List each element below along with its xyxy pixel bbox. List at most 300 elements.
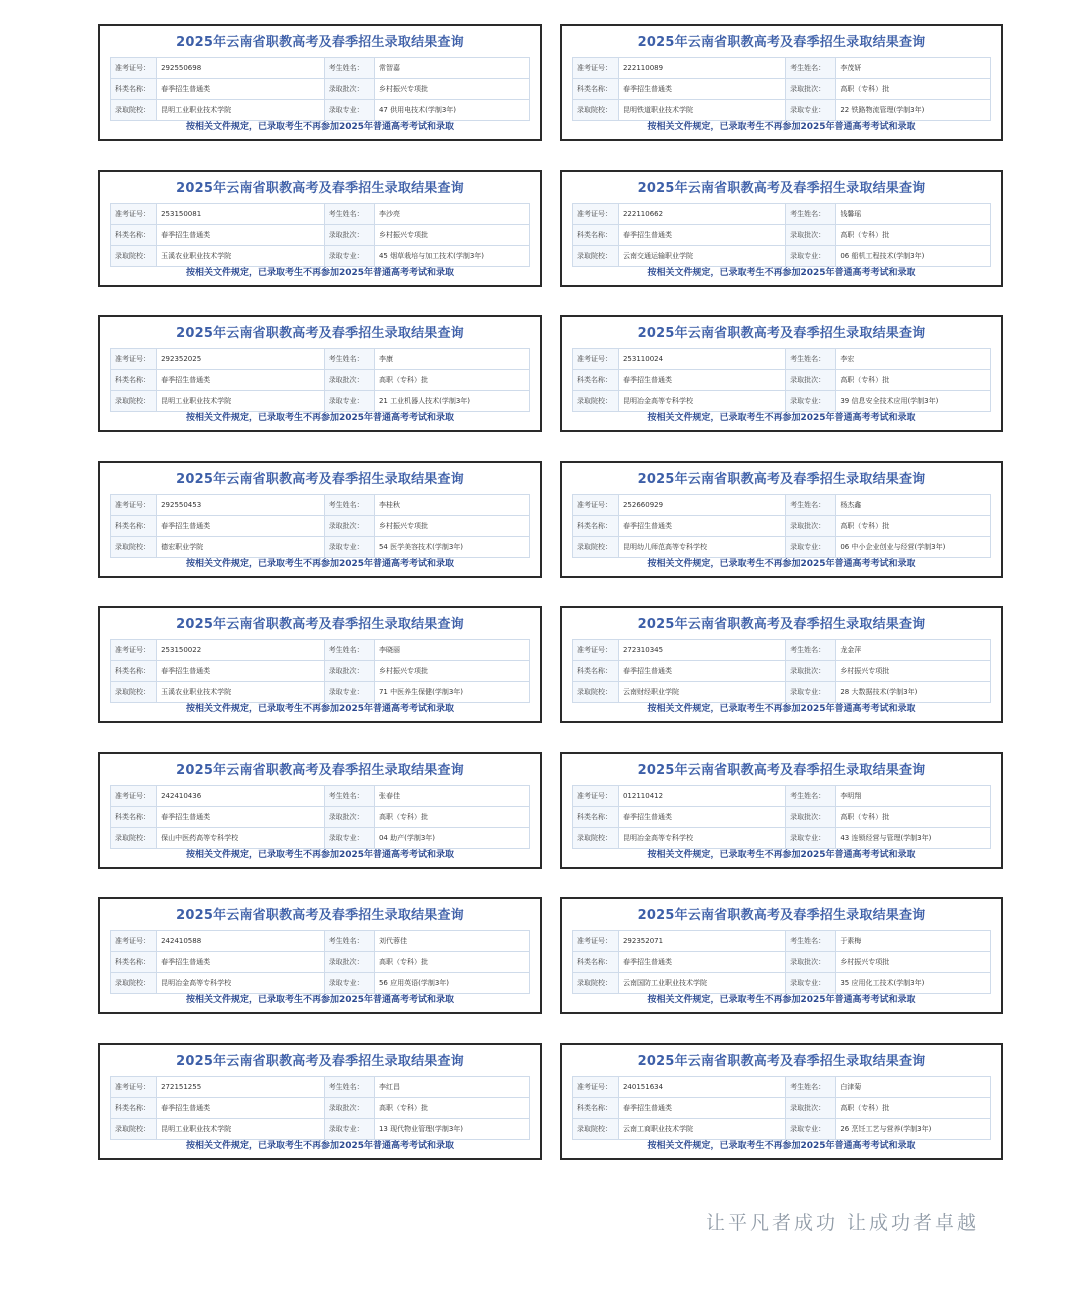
category-label: 科类名称： bbox=[111, 515, 157, 536]
major-value: 26 烹饪工艺与营养(学制3年) bbox=[836, 1118, 991, 1139]
result-card bbox=[98, 24, 542, 141]
table-row bbox=[111, 682, 530, 703]
exam-no-value: 292352071 bbox=[618, 931, 785, 952]
result-table bbox=[110, 203, 530, 267]
table-row bbox=[573, 640, 991, 661]
category-value: 春季招生普通类 bbox=[157, 224, 325, 245]
name-label: 考生姓名： bbox=[786, 640, 836, 661]
result-card bbox=[560, 606, 1003, 723]
table-row bbox=[111, 973, 530, 994]
batch-label: 录取批次： bbox=[786, 952, 836, 973]
major-value: 71 中医养生保健(学制3年) bbox=[374, 682, 529, 703]
table-row bbox=[573, 806, 991, 827]
school-value: 昆明幼儿师范高等专科学校 bbox=[618, 536, 785, 557]
category-label: 科类名称： bbox=[573, 370, 619, 391]
batch-value: 乡村振兴专项批 bbox=[374, 515, 529, 536]
result-card bbox=[560, 752, 1003, 869]
table-row bbox=[111, 370, 530, 391]
school-label: 录取院校： bbox=[573, 536, 619, 557]
table-row bbox=[573, 661, 991, 682]
school-value: 昆明工业职业技术学院 bbox=[157, 100, 325, 121]
school-label: 录取院校： bbox=[111, 827, 157, 848]
table-row bbox=[573, 536, 991, 557]
category-value: 春季招生普通类 bbox=[618, 79, 785, 100]
category-label: 科类名称： bbox=[573, 661, 619, 682]
exam-no-value: 292550453 bbox=[157, 494, 325, 515]
major-value: 06 中小企业创业与经营(学制3年) bbox=[836, 536, 991, 557]
exam-no-label: 准考证号： bbox=[573, 1076, 619, 1097]
major-label: 录取专业： bbox=[324, 100, 374, 121]
major-value: 43 连锁经营与管理(学制3年) bbox=[836, 827, 991, 848]
major-value: 39 信息安全技术应用(学制3年) bbox=[836, 391, 991, 412]
admission-note: 按相关文件规定，已录取考生不再参加2025年普通高考考试和录取 bbox=[647, 704, 916, 714]
name-value: 于素梅 bbox=[836, 931, 991, 952]
table-row bbox=[573, 931, 991, 952]
category-value: 春季招生普通类 bbox=[157, 370, 325, 391]
table-row bbox=[573, 58, 991, 79]
exam-no-label: 准考证号： bbox=[573, 494, 619, 515]
table-row bbox=[573, 224, 991, 245]
batch-label: 录取批次： bbox=[786, 806, 836, 827]
result-card bbox=[560, 315, 1003, 432]
name-value: 张春佳 bbox=[374, 785, 529, 806]
school-label: 录取院校： bbox=[111, 973, 157, 994]
school-label: 录取院校： bbox=[111, 1118, 157, 1139]
school-label: 录取院校： bbox=[111, 682, 157, 703]
major-label: 录取专业： bbox=[786, 827, 836, 848]
result-table bbox=[110, 639, 530, 703]
admission-note: 按相关文件规定，已录取考生不再参加2025年普通高考考试和录取 bbox=[647, 122, 916, 132]
result-table bbox=[110, 494, 530, 558]
name-value: 刘代蓉佳 bbox=[374, 931, 529, 952]
category-label: 科类名称： bbox=[111, 806, 157, 827]
batch-value: 高职（专科）批 bbox=[374, 1097, 529, 1118]
slogan-text: 让平凡者成功 让成功者卓越 bbox=[706, 1212, 980, 1234]
name-label: 考生姓名： bbox=[786, 203, 836, 224]
exam-no-value: 292352025 bbox=[157, 349, 325, 370]
category-value: 春季招生普通类 bbox=[157, 661, 325, 682]
table-row bbox=[111, 536, 530, 557]
exam-no-label: 准考证号： bbox=[111, 785, 157, 806]
exam-no-label: 准考证号： bbox=[573, 640, 619, 661]
table-row bbox=[573, 785, 991, 806]
exam-no-value: 253150081 bbox=[157, 203, 325, 224]
table-row bbox=[573, 370, 991, 391]
batch-label: 录取批次： bbox=[786, 661, 836, 682]
admission-note: 按相关文件规定，已录取考生不再参加2025年普通高考考试和录取 bbox=[185, 413, 455, 423]
name-value: 李宏 bbox=[836, 349, 991, 370]
category-label: 科类名称： bbox=[573, 515, 619, 536]
admission-note: 按相关文件规定，已录取考生不再参加2025年普通高考考试和录取 bbox=[185, 995, 455, 1005]
major-label: 录取专业： bbox=[324, 1118, 374, 1139]
table-row bbox=[573, 1118, 991, 1139]
major-label: 录取专业： bbox=[786, 682, 836, 703]
table-row bbox=[111, 349, 530, 370]
table-row bbox=[111, 58, 530, 79]
category-value: 春季招生普通类 bbox=[157, 806, 325, 827]
exam-no-label: 准考证号： bbox=[573, 931, 619, 952]
table-row bbox=[573, 203, 991, 224]
major-label: 录取专业： bbox=[324, 682, 374, 703]
result-card bbox=[560, 461, 1003, 578]
school-label: 录取院校： bbox=[111, 391, 157, 412]
table-row bbox=[111, 931, 530, 952]
batch-label: 录取批次： bbox=[786, 1097, 836, 1118]
batch-label: 录取批次： bbox=[324, 952, 374, 973]
category-label: 科类名称： bbox=[111, 1097, 157, 1118]
table-row bbox=[111, 100, 530, 121]
admission-note: 按相关文件规定，已录取考生不再参加2025年普通高考考试和录取 bbox=[647, 267, 916, 278]
batch-value: 高职（专科）批 bbox=[374, 370, 529, 391]
result-table bbox=[572, 348, 991, 412]
admission-note: 按相关文件规定，已录取考生不再参加2025年普通高考考试和录取 bbox=[185, 1140, 455, 1151]
major-value: 06 船机工程技术(学制3年) bbox=[836, 245, 991, 266]
category-label: 科类名称： bbox=[111, 661, 157, 682]
card-title: 2025年云南省职教高考及春季招生录取结果查询 bbox=[176, 35, 464, 50]
batch-label: 录取批次： bbox=[786, 515, 836, 536]
school-value: 云南工商职业技术学院 bbox=[618, 1118, 785, 1139]
batch-label: 录取批次： bbox=[324, 661, 374, 682]
name-label: 考生姓名： bbox=[324, 785, 374, 806]
name-value: 李桂秋 bbox=[374, 494, 529, 515]
exam-no-value: 222110089 bbox=[618, 58, 785, 79]
school-label: 录取院校： bbox=[573, 391, 619, 412]
result-table bbox=[572, 785, 991, 849]
batch-value: 高职（专科）批 bbox=[836, 806, 991, 827]
name-value: 白津菊 bbox=[836, 1076, 991, 1097]
school-value: 云南国防工业职业技术学院 bbox=[618, 973, 785, 994]
category-label: 科类名称： bbox=[573, 952, 619, 973]
major-value: 13 现代物业管理(学制3年) bbox=[374, 1118, 529, 1139]
school-value: 德宏职业学院 bbox=[157, 536, 325, 557]
school-value: 玉溪农业职业技术学院 bbox=[157, 245, 325, 266]
exam-no-label: 准考证号： bbox=[111, 1076, 157, 1097]
category-value: 春季招生普通类 bbox=[157, 952, 325, 973]
result-table bbox=[110, 785, 530, 849]
table-row bbox=[111, 494, 530, 515]
batch-value: 乡村振兴专项批 bbox=[374, 79, 529, 100]
batch-value: 高职（专科）批 bbox=[374, 952, 529, 973]
result-table bbox=[572, 930, 991, 994]
major-value: 56 应用英语(学制3年) bbox=[374, 973, 529, 994]
exam-no-label: 准考证号： bbox=[111, 203, 157, 224]
admission-note: 按相关文件规定，已录取考生不再参加2025年普通高考考试和录取 bbox=[185, 558, 455, 569]
result-card bbox=[98, 1043, 542, 1160]
school-label: 录取院校： bbox=[573, 1118, 619, 1139]
major-value: 45 烟草栽培与加工技术(学制3年) bbox=[374, 245, 529, 266]
major-label: 录取专业： bbox=[324, 391, 374, 412]
name-value: 李明翔 bbox=[836, 785, 991, 806]
card-title: 2025年云南省职教高考及春季招生录取结果查询 bbox=[637, 617, 926, 632]
exam-no-label: 准考证号： bbox=[573, 785, 619, 806]
exam-no-value: 222110662 bbox=[618, 203, 785, 224]
exam-no-value: 272310345 bbox=[618, 640, 785, 661]
name-label: 考生姓名： bbox=[324, 494, 374, 515]
exam-no-label: 准考证号： bbox=[573, 349, 619, 370]
card-title: 2025年云南省职教高考及春季招生录取结果查询 bbox=[176, 471, 464, 487]
exam-no-value: 242410588 bbox=[157, 931, 325, 952]
school-label: 录取院校： bbox=[573, 682, 619, 703]
admission-note: 按相关文件规定，已录取考生不再参加2025年普通高考考试和录取 bbox=[647, 413, 916, 423]
admission-note: 按相关文件规定，已录取考生不再参加2025年普通高考考试和录取 bbox=[185, 704, 455, 714]
batch-value: 乡村振兴专项批 bbox=[836, 661, 991, 682]
name-label: 考生姓名： bbox=[786, 1076, 836, 1097]
name-value: 常智嘉 bbox=[374, 58, 529, 79]
name-label: 考生姓名： bbox=[324, 203, 374, 224]
name-label: 考生姓名： bbox=[786, 785, 836, 806]
major-label: 录取专业： bbox=[786, 391, 836, 412]
table-row bbox=[111, 391, 530, 412]
category-value: 春季招生普通类 bbox=[618, 515, 785, 536]
result-card bbox=[98, 752, 542, 869]
table-row bbox=[573, 1076, 991, 1097]
table-row bbox=[573, 973, 991, 994]
table-row bbox=[573, 100, 991, 121]
card-title: 2025年云南省职教高考及春季招生录取结果查询 bbox=[176, 1053, 464, 1069]
result-table bbox=[572, 57, 991, 121]
result-card bbox=[560, 24, 1003, 141]
school-value: 保山中医药高等专科学校 bbox=[157, 827, 325, 848]
batch-value: 高职（专科）批 bbox=[836, 515, 991, 536]
category-label: 科类名称： bbox=[111, 224, 157, 245]
exam-no-value: 253150022 bbox=[157, 640, 325, 661]
major-value: 21 工业机器人技术(学制3年) bbox=[374, 391, 529, 412]
school-label: 录取院校： bbox=[573, 100, 619, 121]
batch-label: 录取批次： bbox=[324, 79, 374, 100]
batch-value: 高职（专科）批 bbox=[836, 224, 991, 245]
category-value: 春季招生普通类 bbox=[618, 224, 785, 245]
admission-note: 按相关文件规定，已录取考生不再参加2025年普通高考考试和录取 bbox=[185, 849, 455, 860]
school-value: 昆明冶金高等专科学校 bbox=[618, 827, 785, 848]
exam-no-label: 准考证号： bbox=[111, 349, 157, 370]
result-table bbox=[572, 494, 991, 558]
table-row bbox=[111, 1097, 530, 1118]
card-title: 2025年云南省职教高考及春季招生录取结果查询 bbox=[637, 180, 926, 196]
batch-label: 录取批次： bbox=[324, 515, 374, 536]
table-row bbox=[573, 682, 991, 703]
name-label: 考生姓名： bbox=[324, 931, 374, 952]
category-label: 科类名称： bbox=[573, 1097, 619, 1118]
table-row bbox=[111, 79, 530, 100]
name-label: 考生姓名： bbox=[324, 1076, 374, 1097]
result-card bbox=[560, 897, 1003, 1014]
major-value: 54 医学美容技术(学制3年) bbox=[374, 536, 529, 557]
category-label: 科类名称： bbox=[573, 79, 619, 100]
category-value: 春季招生普通类 bbox=[157, 1097, 325, 1118]
exam-no-label: 准考证号： bbox=[573, 203, 619, 224]
batch-value: 乡村振兴专项批 bbox=[374, 661, 529, 682]
name-value: 李茂妍 bbox=[836, 58, 991, 79]
exam-no-label: 准考证号： bbox=[111, 494, 157, 515]
table-row bbox=[111, 245, 530, 266]
result-card bbox=[98, 315, 542, 432]
school-label: 录取院校： bbox=[573, 827, 619, 848]
card-title: 2025年云南省职教高考及春季招生录取结果查询 bbox=[637, 1053, 926, 1069]
name-label: 考生姓名： bbox=[786, 931, 836, 952]
batch-value: 高职（专科）批 bbox=[836, 370, 991, 391]
exam-no-label: 准考证号： bbox=[111, 58, 157, 79]
name-value: 李康 bbox=[374, 349, 529, 370]
category-value: 春季招生普通类 bbox=[618, 952, 785, 973]
table-row bbox=[111, 785, 530, 806]
major-value: 35 应用化工技术(学制3年) bbox=[836, 973, 991, 994]
table-row bbox=[111, 1118, 530, 1139]
table-row bbox=[573, 827, 991, 848]
table-row bbox=[111, 224, 530, 245]
admission-note: 按相关文件规定，已录取考生不再参加2025年普通高考考试和录取 bbox=[647, 558, 916, 569]
result-table bbox=[110, 930, 530, 994]
exam-no-value: 292550698 bbox=[157, 58, 325, 79]
exam-no-value: 272151255 bbox=[157, 1076, 325, 1097]
admission-note: 按相关文件规定，已录取考生不再参加2025年普通高考考试和录取 bbox=[647, 849, 916, 860]
result-table bbox=[572, 203, 991, 267]
results-grid bbox=[98, 24, 1003, 1160]
exam-no-value: 012110412 bbox=[618, 785, 785, 806]
table-row bbox=[573, 515, 991, 536]
table-row bbox=[573, 349, 991, 370]
school-label: 录取院校： bbox=[573, 245, 619, 266]
major-label: 录取专业： bbox=[324, 536, 374, 557]
batch-label: 录取批次： bbox=[324, 224, 374, 245]
admission-note: 按相关文件规定，已录取考生不再参加2025年普通高考考试和录取 bbox=[185, 122, 455, 132]
school-value: 昆明工业职业技术学院 bbox=[157, 1118, 325, 1139]
table-row bbox=[573, 1097, 991, 1118]
major-label: 录取专业： bbox=[786, 973, 836, 994]
exam-no-value: 242410436 bbox=[157, 785, 325, 806]
name-label: 考生姓名： bbox=[324, 640, 374, 661]
table-row bbox=[573, 494, 991, 515]
exam-no-value: 252660929 bbox=[618, 494, 785, 515]
result-card bbox=[560, 1043, 1003, 1160]
major-label: 录取专业： bbox=[324, 973, 374, 994]
school-value: 云南交通运输职业学院 bbox=[618, 245, 785, 266]
admission-note: 按相关文件规定，已录取考生不再参加2025年普通高考考试和录取 bbox=[647, 995, 916, 1005]
admission-note: 按相关文件规定，已录取考生不再参加2025年普通高考考试和录取 bbox=[185, 267, 455, 278]
category-label: 科类名称： bbox=[111, 952, 157, 973]
batch-value: 高职（专科）批 bbox=[836, 79, 991, 100]
school-label: 录取院校： bbox=[111, 245, 157, 266]
category-label: 科类名称： bbox=[111, 79, 157, 100]
result-card bbox=[98, 170, 542, 287]
batch-value: 乡村振兴专项批 bbox=[374, 224, 529, 245]
name-value: 龙金萍 bbox=[836, 640, 991, 661]
major-label: 录取专业： bbox=[786, 245, 836, 266]
table-row bbox=[111, 806, 530, 827]
table-row bbox=[111, 827, 530, 848]
batch-label: 录取批次： bbox=[324, 806, 374, 827]
category-value: 春季招生普通类 bbox=[618, 370, 785, 391]
school-value: 玉溪农业职业技术学院 bbox=[157, 682, 325, 703]
exam-no-label: 准考证号： bbox=[573, 58, 619, 79]
batch-value: 高职（专科）批 bbox=[374, 806, 529, 827]
school-value: 昆明工业职业技术学院 bbox=[157, 391, 325, 412]
table-row bbox=[111, 640, 530, 661]
table-row bbox=[111, 515, 530, 536]
batch-label: 录取批次： bbox=[324, 1097, 374, 1118]
result-table bbox=[572, 639, 991, 703]
batch-value: 高职（专科）批 bbox=[836, 1097, 991, 1118]
card-title: 2025年云南省职教高考及春季招生录取结果查询 bbox=[176, 326, 464, 341]
category-value: 春季招生普通类 bbox=[618, 661, 785, 682]
major-value: 28 大数据技术(学制3年) bbox=[836, 682, 991, 703]
result-card bbox=[98, 461, 542, 578]
name-label: 考生姓名： bbox=[786, 58, 836, 79]
result-table bbox=[110, 57, 530, 121]
major-value: 22 铁路物流管理(学制3年) bbox=[836, 100, 991, 121]
category-label: 科类名称： bbox=[573, 806, 619, 827]
major-label: 录取专业： bbox=[324, 245, 374, 266]
admission-note: 按相关文件规定，已录取考生不再参加2025年普通高考考试和录取 bbox=[647, 1140, 916, 1151]
card-title: 2025年云南省职教高考及春季招生录取结果查询 bbox=[637, 35, 926, 50]
school-value: 昆明铁道职业技术学院 bbox=[618, 100, 785, 121]
name-value: 杨杰鑫 bbox=[836, 494, 991, 515]
school-value: 云南财经职业学院 bbox=[618, 682, 785, 703]
card-title: 2025年云南省职教高考及春季招生录取结果查询 bbox=[637, 908, 926, 923]
name-label: 考生姓名： bbox=[324, 349, 374, 370]
school-label: 录取院校： bbox=[573, 973, 619, 994]
name-label: 考生姓名： bbox=[324, 58, 374, 79]
result-table bbox=[572, 1076, 991, 1140]
major-label: 录取专业： bbox=[324, 827, 374, 848]
table-row bbox=[573, 952, 991, 973]
exam-no-label: 准考证号： bbox=[111, 931, 157, 952]
batch-label: 录取批次： bbox=[786, 370, 836, 391]
table-row bbox=[111, 203, 530, 224]
name-value: 李红昌 bbox=[374, 1076, 529, 1097]
category-value: 春季招生普通类 bbox=[157, 79, 325, 100]
table-row bbox=[111, 952, 530, 973]
table-row bbox=[111, 661, 530, 682]
card-title: 2025年云南省职教高考及春季招生录取结果查询 bbox=[637, 762, 926, 778]
category-label: 科类名称： bbox=[573, 224, 619, 245]
category-label: 科类名称： bbox=[111, 370, 157, 391]
batch-label: 录取批次： bbox=[786, 224, 836, 245]
card-title: 2025年云南省职教高考及春季招生录取结果查询 bbox=[637, 326, 926, 341]
batch-label: 录取批次： bbox=[324, 370, 374, 391]
major-value: 47 供用电技术(学制3年) bbox=[374, 100, 529, 121]
category-value: 春季招生普通类 bbox=[618, 1097, 785, 1118]
card-title: 2025年云南省职教高考及春季招生录取结果查询 bbox=[176, 617, 464, 632]
result-card bbox=[560, 170, 1003, 287]
name-value: 李沙亮 bbox=[374, 203, 529, 224]
batch-label: 录取批次： bbox=[786, 79, 836, 100]
result-card bbox=[98, 897, 542, 1014]
exam-no-value: 240151634 bbox=[618, 1076, 785, 1097]
category-value: 春季招生普通类 bbox=[157, 515, 325, 536]
card-title: 2025年云南省职教高考及春季招生录取结果查询 bbox=[176, 908, 464, 923]
table-row bbox=[573, 79, 991, 100]
table-row bbox=[573, 391, 991, 412]
table-row bbox=[573, 245, 991, 266]
major-label: 录取专业： bbox=[786, 536, 836, 557]
name-value: 李晓丽 bbox=[374, 640, 529, 661]
name-value: 钱馨瑶 bbox=[836, 203, 991, 224]
major-value: 04 助产(学制3年) bbox=[374, 827, 529, 848]
batch-value: 乡村振兴专项批 bbox=[836, 952, 991, 973]
exam-no-value: 253110024 bbox=[618, 349, 785, 370]
exam-no-label: 准考证号： bbox=[111, 640, 157, 661]
result-table bbox=[110, 348, 530, 412]
school-value: 昆明冶金高等专科学校 bbox=[157, 973, 325, 994]
school-label: 录取院校： bbox=[111, 100, 157, 121]
major-label: 录取专业： bbox=[786, 100, 836, 121]
result-table bbox=[110, 1076, 530, 1140]
name-label: 考生姓名： bbox=[786, 494, 836, 515]
major-label: 录取专业： bbox=[786, 1118, 836, 1139]
card-title: 2025年云南省职教高考及春季招生录取结果查询 bbox=[176, 180, 464, 196]
school-label: 录取院校： bbox=[111, 536, 157, 557]
school-value: 昆明冶金高等专科学校 bbox=[618, 391, 785, 412]
